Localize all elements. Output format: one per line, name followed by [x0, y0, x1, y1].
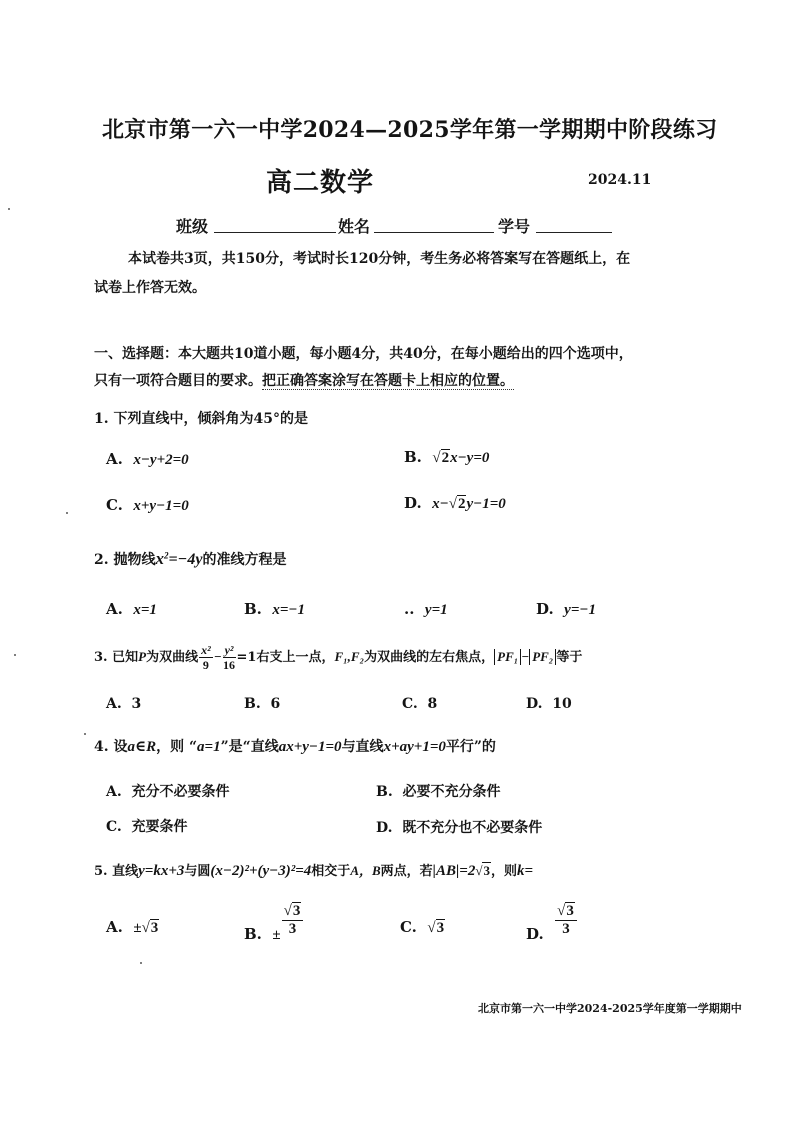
stem-text: 的准线方程是 [202, 552, 287, 568]
option-label: D. [526, 696, 543, 712]
option-label: B. [244, 696, 261, 712]
name-label: 姓名 [338, 217, 371, 236]
stem-math: k= [517, 863, 534, 879]
stem-math: x+ay+1=0 [383, 739, 446, 755]
q2-option-a[interactable] [106, 600, 157, 619]
stem-text: 4. 设 [94, 739, 128, 755]
option-label: D. [404, 494, 422, 512]
option-text: x−y+2=0 [133, 452, 189, 468]
option-label: B. [404, 448, 422, 466]
stem-text: ，则 “ [156, 739, 198, 755]
radicand: 3 [150, 920, 159, 936]
q2-stem [94, 549, 286, 569]
stem-math: a=1 [197, 739, 221, 755]
option-text: y−1=0 [466, 496, 506, 512]
option-label: C. [106, 496, 123, 514]
q5-stem [94, 860, 533, 880]
class-blank[interactable] [214, 232, 336, 233]
stem-math: P [138, 649, 147, 664]
stem-math: ax+y−1=0 [278, 739, 342, 755]
option-text: x− [432, 496, 449, 512]
radicand: 2 [457, 496, 466, 512]
q5-option-b[interactable] [244, 903, 304, 943]
stem-math: − [521, 649, 530, 664]
option-label: B. [244, 600, 262, 618]
section-heading-line-2 [94, 370, 514, 390]
q3-option-c[interactable] [402, 696, 437, 712]
option-text: ± [133, 920, 142, 936]
stem-math: y=kx+3 [138, 863, 185, 879]
option-label: .. [404, 600, 415, 618]
stem-math: (x−2)²+(y−3)²=4 [210, 863, 312, 879]
option-text: 既不充分也不必要条件 [402, 820, 543, 836]
scan-speck [8, 208, 10, 210]
option-label: D. [376, 820, 393, 836]
stem-sup: 2 [164, 550, 169, 561]
option-text: 6 [270, 696, 281, 712]
exam-title: 北京市第一六一中学2024—2025学年第一学期期中阶段练习 [102, 117, 718, 143]
stem-text: 平行”的 [445, 739, 496, 755]
q5-option-d[interactable] [526, 903, 578, 943]
option-label: A. [106, 600, 123, 618]
stem-text: 3. 已知 [94, 650, 139, 665]
option-label: C. [106, 819, 122, 835]
q2-option-c[interactable] [404, 600, 448, 619]
radicand: 2 [441, 450, 450, 466]
q5-option-a[interactable] [106, 918, 159, 937]
option-label: A. [106, 784, 122, 800]
scan-speck [140, 962, 142, 964]
id-blank[interactable] [536, 232, 612, 233]
fraction-numerator: √3 [555, 904, 577, 921]
fraction-denominator: 16 [223, 658, 236, 672]
q3-option-a[interactable] [106, 696, 141, 712]
radicand: 3 [483, 863, 490, 878]
option-label: A. [106, 450, 123, 468]
fraction-denominator: 3 [288, 921, 297, 937]
fraction-denominator: 3 [562, 921, 570, 937]
stem-math: A，B [350, 863, 381, 878]
q3-option-b[interactable] [244, 696, 280, 712]
stem-math: PF₂ [529, 649, 556, 665]
notice-line-1: 本试卷共3页，共150分，考试时长120分钟，考生务必将答案写在答题纸上，在 [128, 251, 631, 267]
fraction-denominator: 9 [202, 658, 209, 672]
option-text: ± [272, 926, 281, 943]
option-text: 必要不充分条件 [402, 784, 501, 800]
q1-option-c[interactable] [106, 496, 189, 515]
q5-option-c[interactable] [400, 918, 445, 937]
stem-text: 与直线 [341, 739, 384, 755]
q3-option-d[interactable] [526, 696, 572, 712]
q1-option-d[interactable] [404, 494, 506, 513]
option-label: B. [244, 924, 262, 943]
fraction [223, 644, 236, 671]
stem-text: 相交于 [311, 864, 351, 879]
section-heading-line-1: 一、选择题：本大题共10道小题，每小题4分，共40分，在每小题给出的四个选项中， [94, 346, 633, 362]
q1-option-b[interactable] [404, 448, 489, 467]
stem-text: =1右支上一点， [236, 650, 335, 665]
sqrt-symbol: √3 [141, 920, 159, 936]
option-label: B. [376, 784, 393, 800]
option-label: C. [400, 918, 417, 936]
option-label: D. [526, 924, 544, 943]
option-text: x−y=0 [450, 450, 490, 466]
stem-math: x [155, 549, 164, 568]
q4-stem [94, 736, 496, 756]
stem-text: 2. 抛物线 [94, 552, 156, 568]
option-text: x+y−1=0 [133, 498, 189, 514]
fraction-numerator: √3 [282, 904, 304, 921]
option-text: 充要条件 [131, 819, 188, 835]
exam-date: 2024.11 [588, 172, 652, 188]
option-label: C. [402, 696, 418, 712]
radicand: 3 [292, 903, 301, 919]
q4-option-a[interactable] [106, 781, 230, 801]
stem-math: a∈R [127, 739, 157, 755]
q4-option-c[interactable] [106, 816, 188, 836]
option-text: 8 [427, 696, 438, 712]
q4-option-d[interactable] [376, 817, 542, 837]
option-text: y=−1 [564, 602, 596, 618]
fraction-numerator: y² [224, 643, 234, 657]
option-label: A. [106, 696, 122, 712]
page-footer: 北京市第一六一中学2024-2025学年度第一学期期中 [478, 1002, 742, 1015]
option-text: x=−1 [272, 602, 305, 618]
sqrt-symbol: √2 [448, 496, 466, 512]
fraction [555, 904, 577, 937]
q3-stem [94, 644, 582, 671]
sqrt-symbol: √3 [427, 920, 445, 936]
sqrt-symbol: √3 [475, 863, 490, 878]
class-label: 班级 [176, 217, 209, 236]
stem-text: 与圆 [184, 864, 211, 879]
stem-text: 为双曲线的左右焦点， [364, 650, 495, 665]
sqrt-symbol: √2 [432, 450, 450, 466]
stem-math: F₁,F₂ [334, 649, 365, 664]
fraction [282, 904, 304, 937]
stem-math: |AB|=2 [432, 863, 476, 879]
q1-stem: 1. 下列直线中，倾斜角为45°的是 [94, 411, 308, 427]
stem-text: 两点，若 [380, 864, 433, 879]
scan-speck [84, 733, 86, 735]
q2-option-b[interactable] [244, 600, 305, 619]
stem-text: 为双曲线 [146, 650, 199, 665]
section-heading-b: 把正确答案涂写在答题卡上相应的位置。 [262, 373, 514, 389]
fraction-numerator: x² [201, 643, 211, 657]
stem-math: PF₁ [494, 649, 521, 665]
q2-option-d[interactable] [536, 600, 596, 619]
option-text: 充分不必要条件 [131, 784, 230, 800]
scan-speck [66, 512, 68, 514]
stem-math: =−4y [168, 551, 203, 568]
exam-subject: 高二数学 [266, 168, 375, 198]
stem-text: 5. 直线 [94, 864, 139, 879]
name-blank[interactable] [374, 232, 494, 233]
option-text: x=1 [133, 602, 157, 618]
scan-speck [14, 654, 16, 656]
fraction [199, 644, 213, 671]
section-heading-a: 只有一项符合题目的要求。 [94, 373, 262, 389]
notice-line-2: 试卷上作答无效。 [94, 280, 206, 296]
radicand: 3 [436, 920, 445, 936]
q4-option-b[interactable] [376, 781, 500, 801]
stem-text: ”是“直线 [220, 739, 279, 755]
stem-text: 等于 [556, 650, 583, 665]
stem-math: − [213, 649, 222, 664]
option-label: A. [106, 918, 123, 936]
q1-option-a[interactable] [106, 450, 189, 469]
id-label: 学号 [498, 217, 531, 236]
option-text: 3 [131, 696, 142, 712]
radicand: 3 [566, 903, 574, 919]
option-text: y=1 [424, 602, 448, 618]
option-label: D. [536, 600, 554, 618]
stem-text: ，则 [490, 864, 517, 879]
option-text: 10 [552, 696, 572, 712]
